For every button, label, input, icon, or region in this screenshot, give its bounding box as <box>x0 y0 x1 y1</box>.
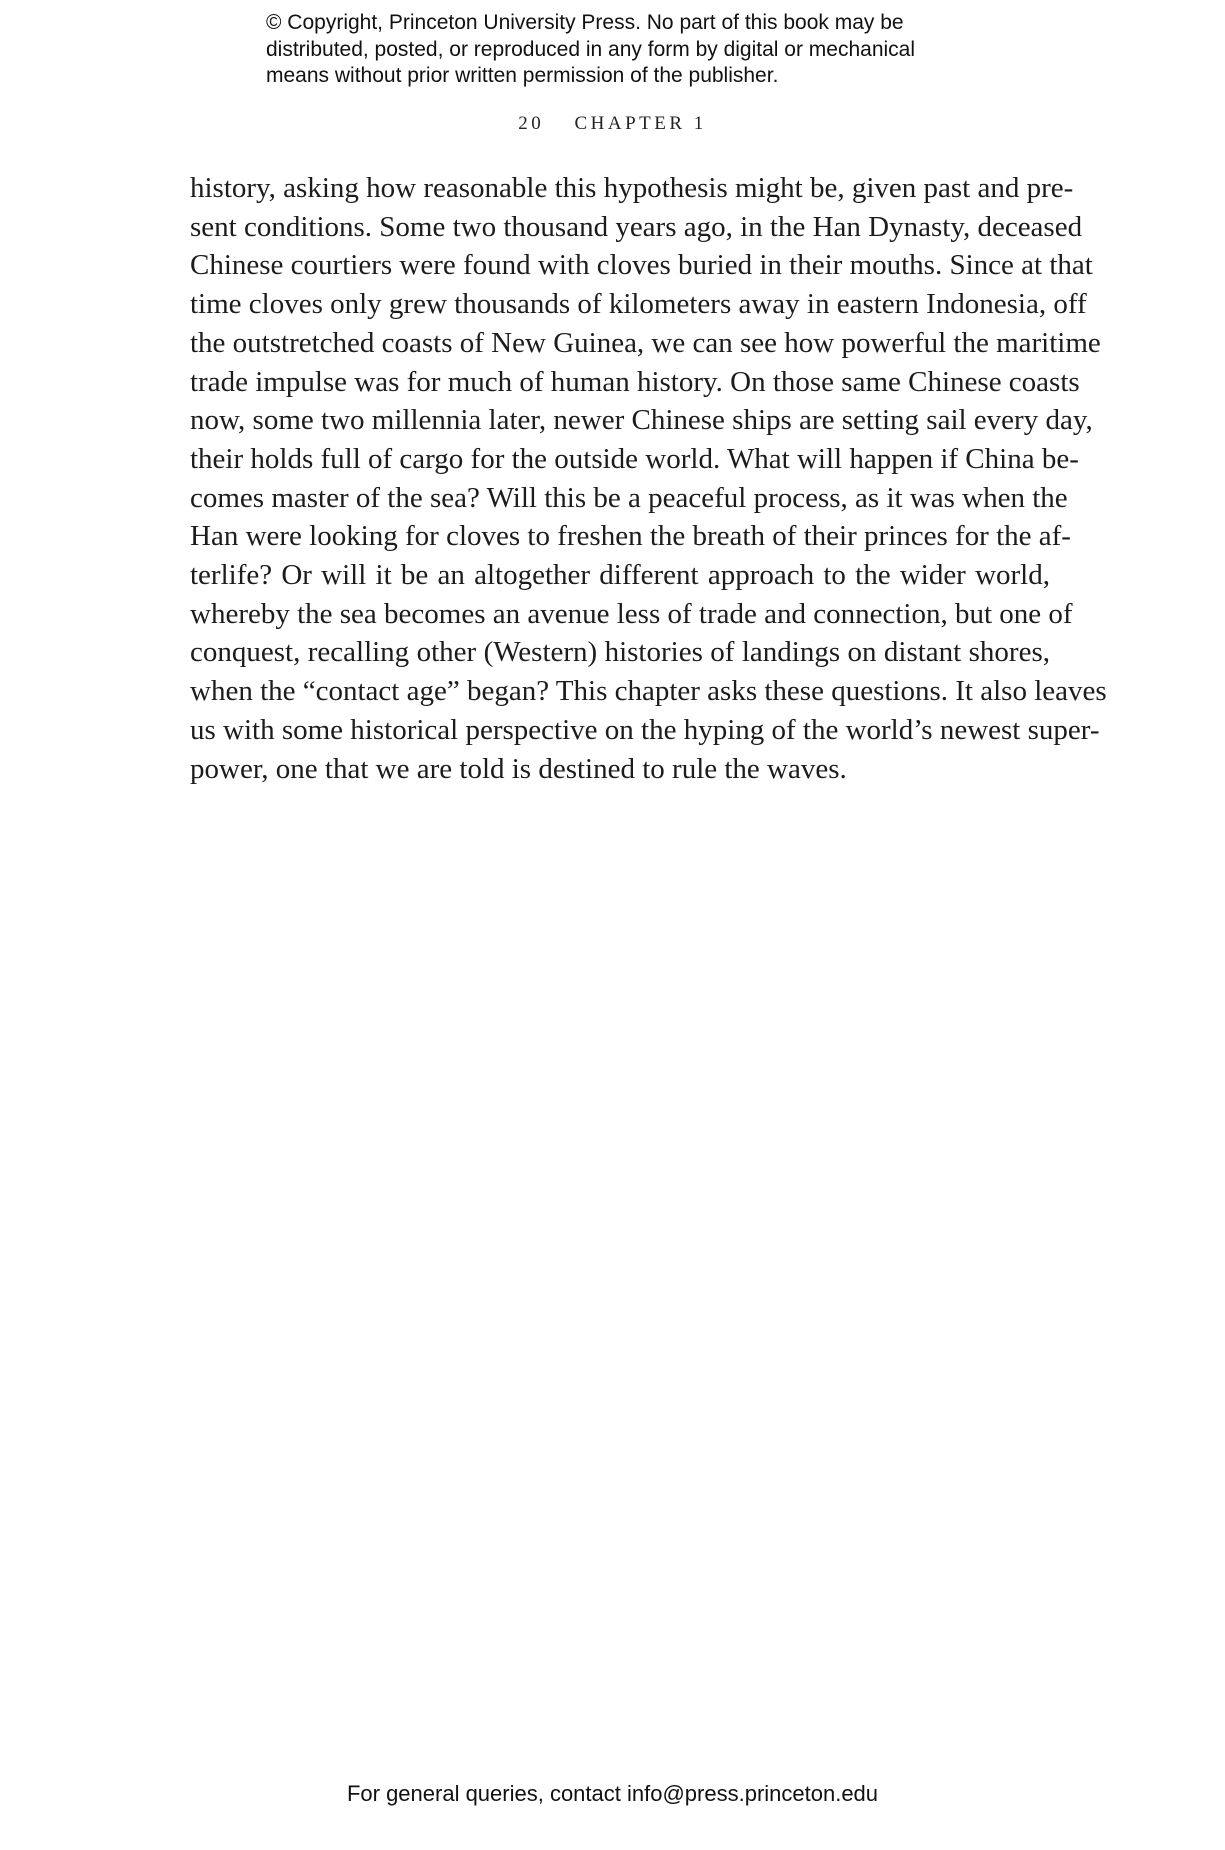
text-line: time cloves only grew thousands of kilometers away in eastern Indonesia, off <box>190 288 1087 321</box>
page-number: 20 <box>518 113 545 134</box>
text-line: terlife? Or will it be an altogether different approach to the wider world, <box>190 559 1050 592</box>
text-line: now, some two millennia later, newer Chinese ships are setting sail every day, <box>190 404 1093 437</box>
text-line: us with some historical perspective on the hyping of the world’s newest super- <box>190 713 1100 746</box>
text-line: their holds full of cargo for the outside world. What will happen if China be- <box>190 442 1079 475</box>
text-line: power, one that we are told is destined to rule the waves. <box>190 752 847 785</box>
footer-contact: For general queries, contact info@press.princeton.edu <box>346 1781 879 1806</box>
text-line: Han were looking for cloves to freshen the breath of their princes for the af- <box>190 520 1071 553</box>
running-head <box>0 113 1225 135</box>
text-line: comes master of the sea? Will this be a peaceful process, as it was when the <box>190 481 1068 514</box>
text-line: when the “contact age” began? This chapter asks these questions. It also leaves <box>190 675 1107 708</box>
text-line: history, asking how reasonable this hypothesis might be, given past and pre- <box>190 172 1074 204</box>
body-paragraph <box>190 169 1107 788</box>
text-line: Chinese courtiers were found with cloves buried in their mouths. Since at that <box>190 249 1093 282</box>
copyright-line: means without prior written permission of the publisher. <box>266 64 779 87</box>
text-line: the outstretched coasts of New Guinea, we can see how powerful the maritime <box>190 326 1101 359</box>
text-line: sent conditions. Some two thousand years ago, in the Han Dynasty, deceased <box>190 210 1083 243</box>
copyright-notice <box>266 10 986 90</box>
text-line: whereby the sea becomes an avenue less of trade and connection, but one of <box>190 597 1073 630</box>
copyright-line: © Copyright, Princeton University Press. No part of this book may be <box>266 11 904 34</box>
text-line: conquest, recalling other (Western) histories of landings on distant shores, <box>190 636 1050 669</box>
text-line: trade impulse was for much of human history. On those same Chinese coasts <box>190 365 1080 398</box>
chapter-label: CHAPTER 1 <box>574 113 707 134</box>
copyright-line: distributed, posted, or reproduced in any form by digital or mechanical <box>266 37 916 61</box>
